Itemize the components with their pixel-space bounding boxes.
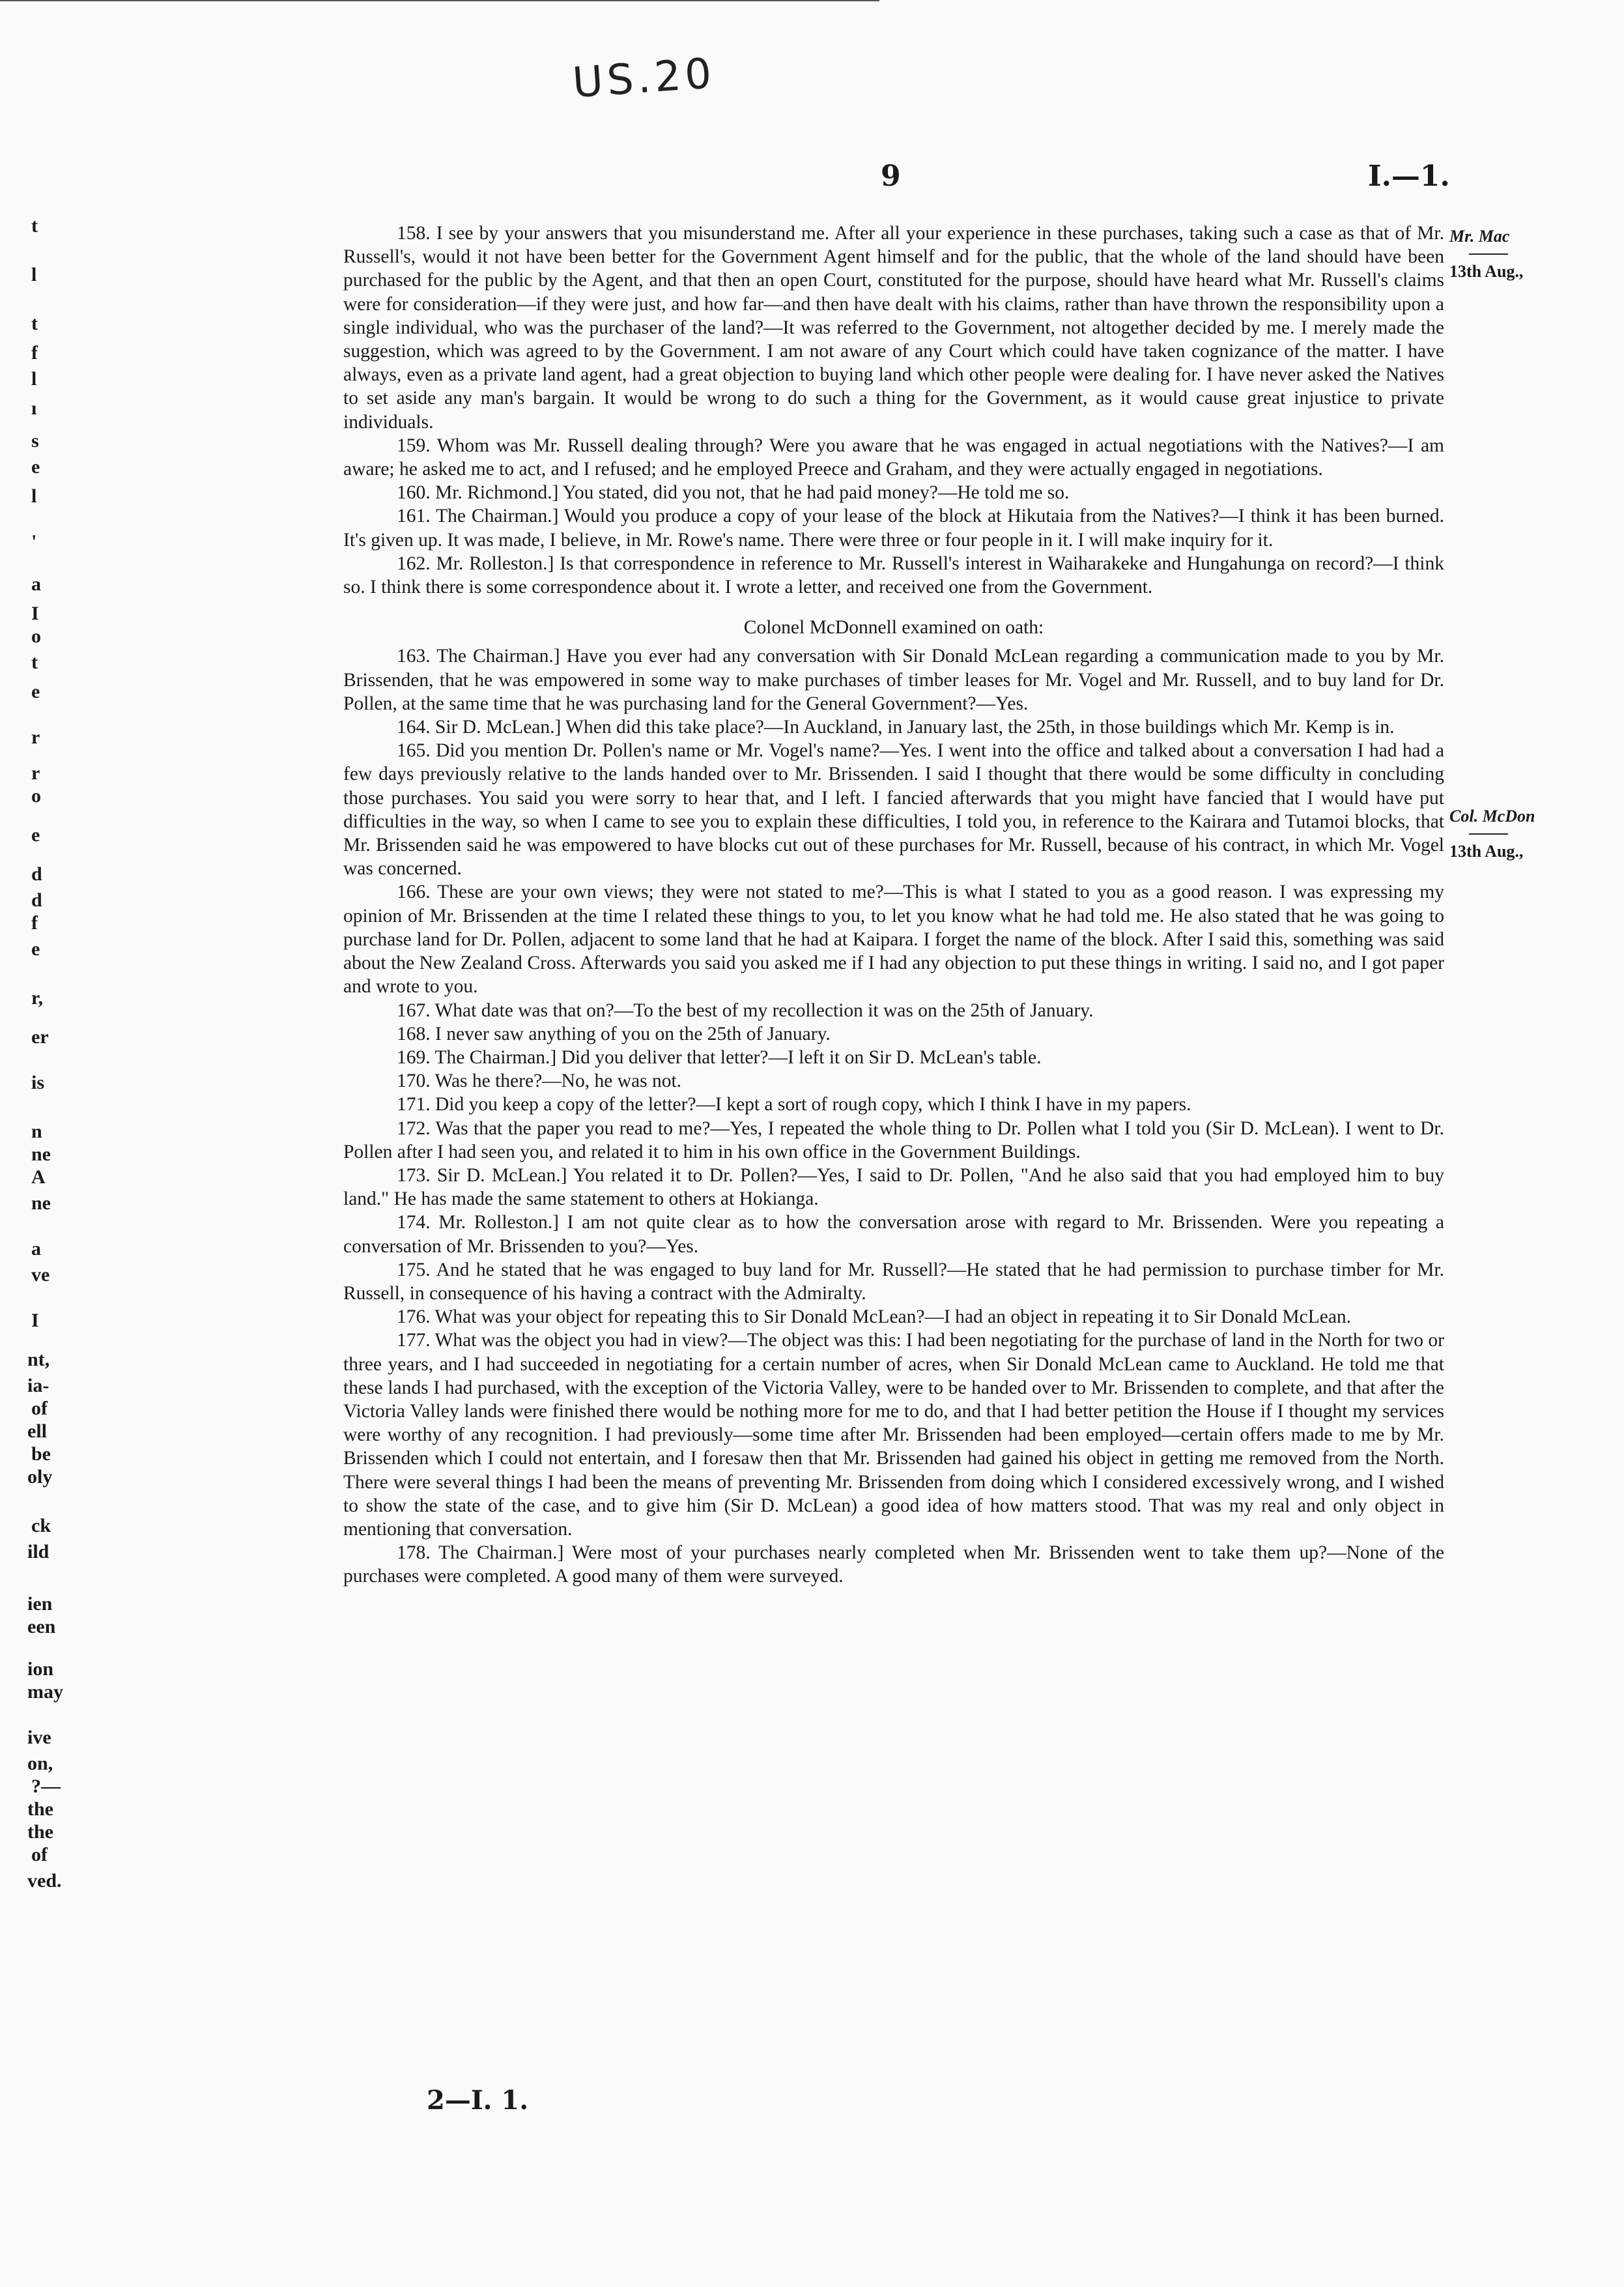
margin-fragment: s	[31, 430, 39, 452]
margin-fragment: l	[31, 264, 37, 285]
margin-fragment: ve	[31, 1264, 50, 1286]
margin-fragment: the	[27, 1798, 53, 1820]
margin-fragment: e	[31, 456, 40, 478]
margin-fragment: t	[31, 313, 38, 334]
margin-fragment: t	[31, 215, 38, 237]
testimony-body	[343, 222, 1444, 1589]
margin-fragment: '	[31, 531, 37, 553]
margin-fragment: ell	[27, 1420, 47, 1442]
margin-fragment: ild	[27, 1541, 50, 1562]
paragraph: 178. The Chairman.] Were most of your purchases nearly completed when Mr. Brissenden went to take them up?—None of the purchases were completed. A good many of them were surveyed.	[343, 1542, 1444, 1587]
paragraph: 170. Was he there?—No, he was not.	[397, 1071, 682, 1092]
margin-fragment: l	[31, 485, 37, 507]
side-note-rule	[1469, 253, 1508, 255]
paragraph: 160. Mr. Richmond.] You stated, did you not, that he had paid money?—He told me so.	[397, 482, 1070, 504]
margin-fragment: een	[27, 1616, 56, 1637]
margin-fragment: may	[27, 1681, 63, 1703]
margin-fragment: of	[31, 1844, 48, 1865]
side-note-name: Mr. Mac	[1449, 227, 1510, 246]
paragraph: 175. And he stated that he was engaged to buy land for Mr. Russell?—He stated that he had permission to purchase timber for Mr. Russell, in consequence of his having a contract with the Admiralty.	[343, 1259, 1444, 1304]
margin-fragment: ne	[31, 1144, 51, 1165]
paragraph: 162. Mr. Rolleston.] Is that correspondence in reference to Mr. Russell's interest in Waiharakeke and Hungahunga on record?—I think so. I think there is some correspondence about it. I wrote a letter, and received one from the Government.	[343, 553, 1444, 598]
margin-fragment: a	[31, 573, 41, 595]
margin-fragment: t	[31, 652, 38, 673]
margin-fragment: er	[31, 1026, 49, 1048]
margin-fragment: e	[31, 824, 40, 846]
margin-fragment: I	[31, 603, 39, 624]
margin-fragment: r	[31, 726, 40, 748]
paragraph: 163. The Chairman.] Have you ever had any conversation with Sir Donald McLean regarding a communication made to you by Mr. Brissenden, that he was empowered in some way to make purchases of timber leases for Mr. Vogel and Mr. Russell, and to buy land for Dr. Pollen, at the same time that he was purchasing land for the General Government?—Yes.	[343, 646, 1444, 714]
margin-fragment: l	[31, 368, 37, 390]
margin-fragment: ne	[31, 1192, 51, 1214]
margin-fragment: A	[31, 1166, 46, 1188]
paragraph: 169. The Chairman.] Did you deliver that letter?—I left it on Sir D. McLean's table.	[397, 1046, 1042, 1068]
margin-fragment: oly	[27, 1466, 53, 1488]
paragraph: 166. These are your own views; they were not stated to me?—This is what I stated to you as a good reason. I was expressing my opinion of Mr. Brissenden at the time I related these things to you, to let you know what he had told me. He also stated that he was going to purchase land for Dr. Pollen, adjacent to some land that he had at Kaipara. I forget the name of the block. After I said this, something was said about the New Zealand Cross. Afterwards you said you asked me if I had any objection to put these things in writing. I said no, and I got paper and wrote to you.	[343, 882, 1444, 998]
margin-fragment: ı	[31, 397, 37, 419]
signature-mark: 2—I. 1.	[427, 2085, 529, 2116]
margin-fragment: f	[31, 912, 38, 934]
margin-fragment: ien	[27, 1593, 53, 1615]
margin-fragment: ive	[27, 1727, 51, 1748]
paragraph: 173. Sir D. McLean.] You related it to Dr. Pollen?—Yes, I said to Dr. Pollen, "And he also said that you had employed him to buy land." He has made the same statement to others at Hokianga.	[343, 1164, 1444, 1210]
margin-fragment: a	[31, 1238, 41, 1259]
margin-fragment: r,	[31, 987, 44, 1009]
margin-fragment: ?—	[31, 1776, 61, 1797]
side-note-witness-2	[1449, 805, 1535, 863]
paragraph: 165. Did you mention Dr. Pollen's name or Mr. Vogel's name?—Yes. I went into the office and talked about a conversation I had had a few days previously relative to the lands handed over to Mr. Brissenden. I said I thought that there would be some difficulty in concluding those purchases. You said you were sorry to hear that, and I left. I fancied afterwards that you might have fancied that I would have put difficulties in the way, so when I came to see you to explain these difficulties, I told you, in reference to the Kairara and Tutamoi blocks, that Mr. Brissenden said he was empowered to have blocks cut out of these purchases for Mr. Russell, because of his contract, in which Mr. Vogel was concerned.	[343, 740, 1444, 880]
margin-fragment: e	[31, 681, 40, 702]
paragraph: 168. I never saw anything of you on the 25th of January.	[397, 1023, 831, 1044]
margin-fragment: o	[31, 785, 41, 807]
left-margin-bleedthrough	[0, 0, 91, 2287]
margin-fragment: nt,	[27, 1349, 50, 1370]
paragraph: 171. Did you keep a copy of the letter?—I kept a sort of rough copy, which I think I have in my papers.	[397, 1094, 1191, 1115]
side-note-witness-1	[1449, 225, 1523, 283]
margin-fragment: ia-	[27, 1375, 50, 1396]
margin-fragment: d	[31, 863, 42, 885]
margin-fragment: r	[31, 762, 40, 784]
section-heading: Colonel McDonnell examined on oath:	[743, 617, 1044, 639]
margin-fragment: be	[31, 1443, 51, 1465]
paragraph: 176. What was your object for repeating this to Sir Donald McLean?—I had an object in repeating it to Sir Donald McLean.	[397, 1306, 1352, 1328]
margin-fragment: o	[31, 626, 41, 647]
margin-fragment: I	[31, 1310, 39, 1331]
paragraph: 174. Mr. Rolleston.] I am not quite clear as to how the conversation arose with regard to Mr. Brissenden. Were you repeating a conversation of Mr. Brissenden to you?—Yes.	[343, 1212, 1444, 1257]
margin-fragment: the	[27, 1821, 53, 1843]
margin-fragment: e	[31, 938, 40, 960]
margin-fragment: is	[31, 1072, 45, 1093]
margin-fragment: ion	[27, 1658, 54, 1680]
margin-fragment: d	[31, 889, 42, 911]
paragraph: 167. What date was that on?—To the best of my recollection it was on the 25th of January.	[397, 1000, 1094, 1021]
margin-fragment: n	[31, 1121, 42, 1142]
margin-fragment: ved.	[27, 1870, 62, 1891]
side-note-date: 13th Aug.,	[1449, 842, 1524, 861]
paragraph: 159. Whom was Mr. Russell dealing through? Were you aware that he was engaged in actual negotiations with the Natives?—I am aware; he asked me to act, and I refused; and he employed Preece and Graham, and they were actually engaged in negotiations.	[343, 435, 1444, 480]
margin-fragment: of	[31, 1398, 48, 1419]
paragraph: 161. The Chairman.] Would you produce a copy of your lease of the block at Hikutaia from the Natives?—I think it has been burned. It's given up. It was made, I believe, in Mr. Rowe's name. There were three or four people in it. I will make inquiry for it.	[343, 506, 1444, 551]
side-note-name: Col. McDon	[1449, 807, 1535, 826]
margin-fragment: on,	[27, 1753, 53, 1774]
paragraph: 158. I see by your answers that you misunderstand me. After all your experience in these purchases, taking such a case as that of Mr. Russell's, would it not have been better for the Government Agent himself and for the public, that the whole of the land should have been purchased for the public by the Agent, and that then an open Court, constituted for the purpose, should have heard what Mr. Russell's claims were for consideration—if they were just, and how far—and then have dealt with his claims, rather than have thrown the responsibility upon a single individual, who was the purchaser of the land?—It was referred to the Government, not altogether decided by me. I merely made the suggestion, which was agreed to by the Government. I am not aware of any Court which could have taken cognizance of the matter. I have always, even as a private land agent, had a great objection to buying land which other people were dealing for. I have never asked the Natives to set aside any man's bargain. It would be wrong to do such a thing for the Government, as it would cause great injustice to private individuals.	[343, 223, 1444, 433]
paragraph: 172. Was that the paper you read to me?—Yes, I repeated the whole thing to Dr. Pollen what I told you (Sir D. McLean). I went to Dr. Pollen after I had seen you, and related it to him in his own office in the Government Buildings.	[343, 1117, 1444, 1162]
paragraph: 164. Sir D. McLean.] When did this take place?—In Auckland, in January last, the 25th, in those buildings which Mr. Kemp is in.	[397, 717, 1395, 738]
margin-fragment: ck	[31, 1515, 51, 1536]
document-reference: I.—1.	[1368, 160, 1450, 193]
margin-fragment: f	[31, 342, 38, 364]
page-number: 9	[881, 160, 901, 193]
paragraph: 177. What was the object you had in view?—The object was this: I had been negotiating for the purchase of land in the North for two or three years, and I had succeeded in negotiating for a certain number of acres, when Sir Donald McLean came to Auckland. He told me that these lands I had purchased, with the exception of the Victoria Valley, were to be handed over to Mr. Brissenden to complete, and that after the Victoria Valley lands were finished there would be nothing more for me to do, and that I had better petition the House if I thought my services were worthy of any recognition. I had previously—some time after Mr. Brissenden had been employed—certain offers made to me by Mr. Brissenden which I could not entertain, and I foresaw then that Mr. Brissenden had gained his object in getting me removed from the North. There were several things I had been the means of preventing Mr. Brissenden from doing which I considered excessively wrong, and I wished to show the state of the case, and to give him (Sir D. McLean) a good idea of how matters stood. That was my real and only object in mentioning that conversation.	[343, 1330, 1444, 1540]
side-note-date: 13th Aug.,	[1449, 262, 1524, 281]
top-border-line	[0, 0, 879, 1]
side-note-rule	[1469, 833, 1508, 835]
handwritten-archive-note: US.20	[571, 50, 717, 108]
